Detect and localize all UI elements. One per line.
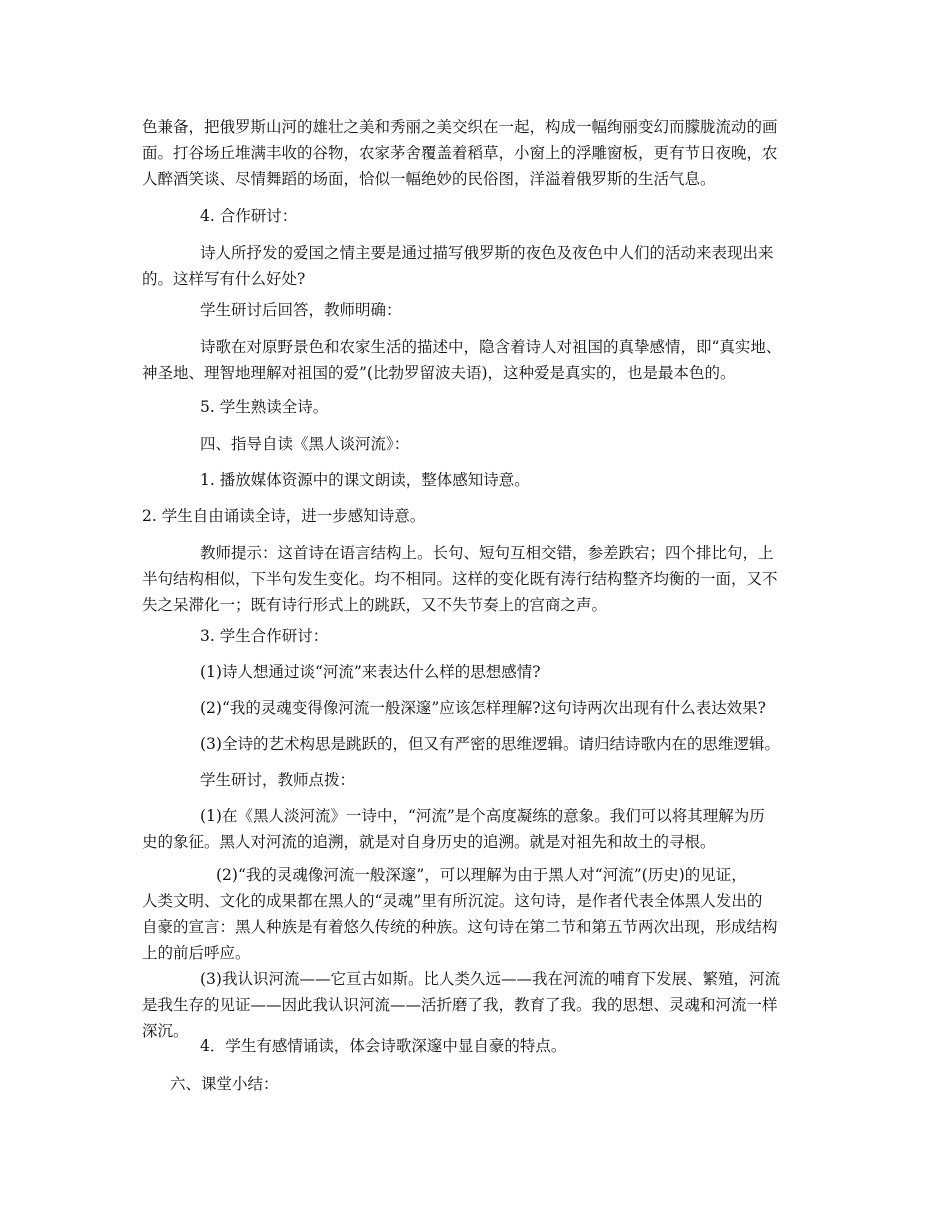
text-line: 史的象征。黑人对河流的追溯，就是对自身历史的追溯。就是对祖先和故土的寻根。 bbox=[142, 833, 716, 851]
text-line: 1. 播放媒体资源中的课文朗读，整体感知诗意。 bbox=[200, 471, 530, 489]
text-line: (3)全诗的艺术构思是跳跃的，但又有严密的思维逻辑。请归结诗歌内在的思维逻辑。 bbox=[200, 735, 780, 753]
paragraph-read-poem bbox=[200, 394, 880, 420]
heading-cooperative-discussion bbox=[200, 203, 880, 229]
text-line: 自豪的宣言：黑人种族是有着悠久传统的种族。这句诗在第二节和第五节两次出现，形成结构 bbox=[142, 918, 778, 936]
text-line: 深沉。 bbox=[142, 1022, 189, 1040]
paragraph-discussion-question bbox=[142, 240, 822, 292]
text-line: 失之呆滞化一；既有诗行形式上的跳跃，又不失节奏上的宫商之声。 bbox=[142, 596, 608, 614]
text-line: 学生研讨，教师点拨： bbox=[200, 771, 356, 789]
paragraph-step-three bbox=[200, 623, 880, 649]
text-line: (2)“我的灵魂像河流一般深邃”，可以理解为由于黑人对“河流”(历史)的见证， bbox=[216, 866, 747, 884]
question-three bbox=[200, 731, 880, 757]
text-line: (1)在《黑人淡河流》一诗中，“河流”是个高度凝练的意象。我们可以将其理解为历 bbox=[200, 807, 765, 825]
paragraph-teacher-clarifies bbox=[200, 297, 880, 323]
text-line: 教师提示：这首诗在语言结构上。长句、短句互相交错，参差跌宕；四个排比句，上 bbox=[200, 544, 774, 562]
paragraph-teacher-hint bbox=[142, 540, 822, 618]
answer-one bbox=[142, 803, 822, 855]
paragraph-teacher-guidance bbox=[200, 767, 880, 793]
text-line: 学生研讨后回答，教师明确： bbox=[200, 301, 402, 319]
paragraph-landscape-description bbox=[142, 114, 822, 192]
text-line: 2. 学生自由诵读全诗，进一步感知诗意。 bbox=[142, 507, 426, 525]
text-line: 4．学生有感情诵读，体会诗歌深邃中显自豪的特点。 bbox=[200, 1037, 567, 1055]
paragraph-step-four bbox=[200, 1033, 880, 1059]
text-line: 四、指导自读《黑人谈河流》： bbox=[200, 435, 410, 453]
answer-two bbox=[142, 862, 822, 966]
question-one bbox=[200, 659, 880, 685]
text-line: 4. 合作研讨： bbox=[200, 207, 298, 225]
text-line: 神圣地、理智地理解对祖国的爱”(比勃罗留波夫语)，这种爱是真实的，也是最本色的。 bbox=[142, 364, 736, 382]
text-line: 3. 学生合作研讨： bbox=[200, 627, 329, 645]
text-line: (2)“我的灵魂变得像河流一般深邃”应该怎样理解?这句诗两次出现有什么表达效果? bbox=[200, 699, 766, 717]
text-line: 诗歌在对原野景色和农家生活的描述中，隐含着诗人对祖国的真挚感情，即“真实地、 bbox=[200, 338, 782, 356]
heading-section-four bbox=[200, 431, 880, 457]
text-line: 六、课堂小结： bbox=[170, 1075, 279, 1093]
text-line: 人醉酒笑谈、尽情舞蹈的场面，恰似一幅绝妙的民俗图，洋溢着俄罗斯的生活气息。 bbox=[142, 170, 716, 188]
paragraph-poem-meaning bbox=[142, 334, 822, 386]
text-line: (1)诗人想通过谈“河流”来表达什么样的思想感情? bbox=[200, 663, 541, 681]
text-line: 半句结构相似，下半句发生变化。均不相同。这样的变化既有涛行结构整齐均衡的一面，又不 bbox=[142, 570, 778, 588]
paragraph-step-one bbox=[200, 467, 880, 493]
text-line: 上的前后呼应。 bbox=[142, 944, 251, 962]
text-line: 色兼备，把俄罗斯山河的雄壮之美和秀丽之美交织在一起，构成一幅绚丽变幻而朦胧流动的画 bbox=[142, 118, 778, 136]
text-line: 5. 学生熟读全诗。 bbox=[200, 398, 329, 416]
text-line: 是我生存的见证——因此我认识河流——活折磨了我，教育了我。我的思想、灵魂和河流一样 bbox=[142, 996, 778, 1014]
heading-class-summary bbox=[170, 1071, 850, 1097]
text-line: 诗人所抒发的爱国之情主要是通过描写俄罗斯的夜色及夜色中人们的活动来表现出来 bbox=[200, 244, 774, 262]
text-line: 的。这样写有什么好处? bbox=[142, 270, 306, 288]
text-line: 人类文明、文化的成果都在黑人的“灵魂”里有所沉淀。这句诗，是作者代表全体黑人发出的 bbox=[142, 892, 763, 910]
text-line: 面。打谷场丘堆满丰收的谷物，农家茅舍覆盖着稻草，小窗上的浮雕窗板，更有节日夜晚，农 bbox=[142, 144, 778, 162]
question-two bbox=[200, 695, 880, 721]
text-line: (3)我认识河流——它亘古如斯。比人类久远——我在河流的哺育下发展、繁殖，河流 bbox=[200, 970, 780, 988]
paragraph-step-two bbox=[142, 503, 822, 529]
